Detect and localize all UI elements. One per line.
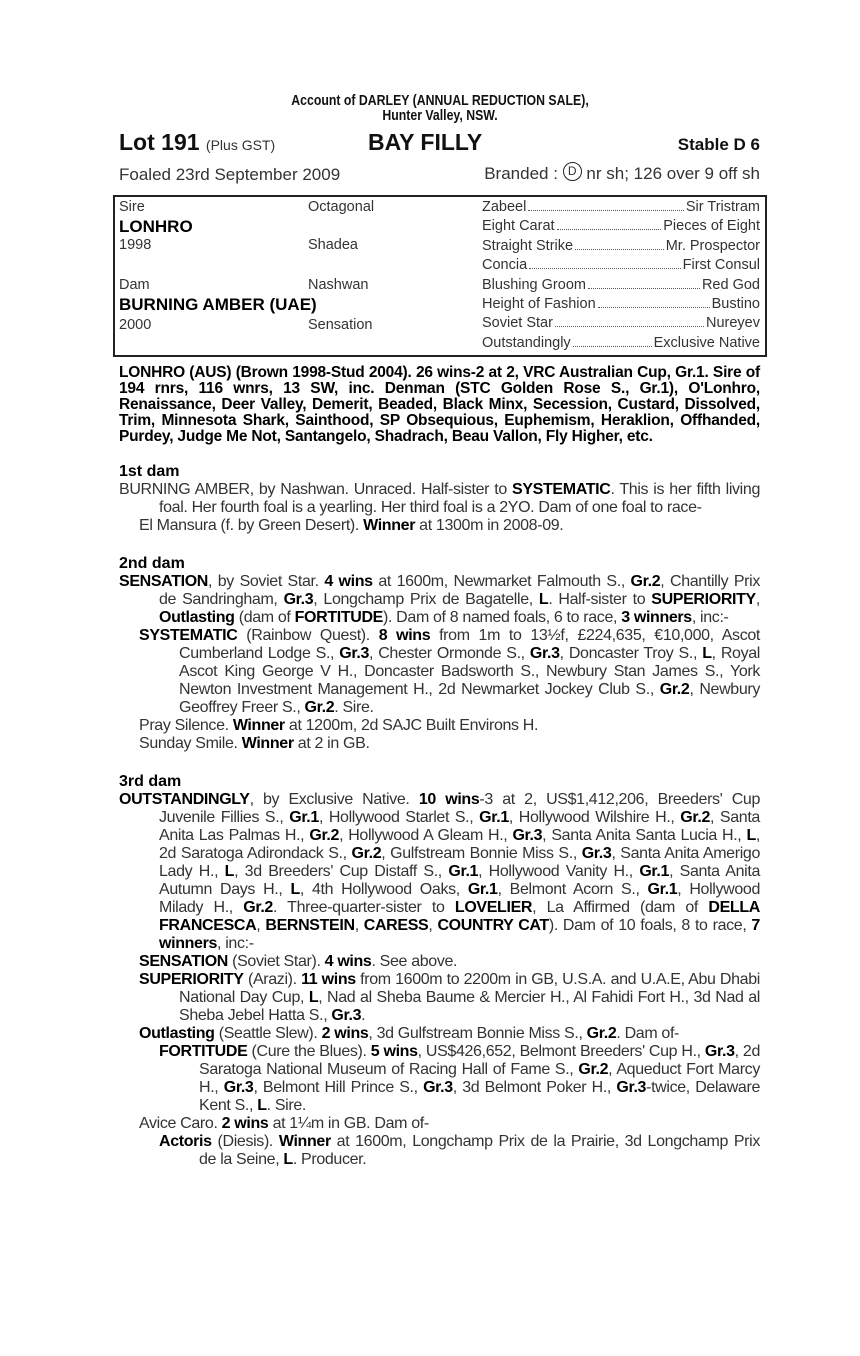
highlight-text: L bbox=[702, 645, 712, 662]
great-grandparent-sire: Mr. Prospector bbox=[665, 237, 760, 254]
entry-text: . Three-quarter-sister to bbox=[272, 899, 455, 916]
entry-text: , Doncaster Troy S., bbox=[559, 645, 703, 662]
entry-text: at 1600m, Newmarket Falmouth S., bbox=[372, 573, 631, 590]
entry-text: -3 at 2, US$1,412,206, Breeders' Cup Juvenile Fillies S., bbox=[159, 791, 761, 826]
highlight-text: FORTITUDE bbox=[159, 1043, 248, 1060]
highlight-text: BERNSTEIN bbox=[265, 917, 355, 934]
highlight-text: Outlasting bbox=[139, 1025, 215, 1042]
great-grandparent-row bbox=[482, 199, 760, 215]
highlight-text: FORTITUDE bbox=[294, 609, 384, 626]
entry-text: at 1200m, 2d SAJC Built Environs H. bbox=[284, 717, 539, 734]
highlight-text: Gr.3 bbox=[704, 1043, 735, 1060]
entry-text: , Hollywood Starlet S., bbox=[318, 809, 480, 826]
entry-text: , 2d Saratoga National Museum of Racing Hall of Fame S., bbox=[199, 1043, 760, 1078]
highlight-text: Gr.3 bbox=[512, 827, 543, 844]
highlight-text: 2 wins bbox=[221, 1115, 269, 1132]
entry-text: , bbox=[256, 917, 266, 934]
pedigree-entry bbox=[119, 717, 760, 735]
entry-text: , Hollywood Wilshire H., bbox=[508, 809, 681, 826]
highlight-text: SENSATION bbox=[119, 573, 209, 590]
highlight-text: Winner bbox=[232, 717, 285, 734]
highlight-text: SYSTEMATIC bbox=[139, 627, 238, 644]
entry-text: . Sire. bbox=[266, 1097, 306, 1114]
great-grandparent-name: Concia bbox=[482, 257, 528, 274]
entry-text: , Belmont Acorn S., bbox=[497, 881, 648, 898]
great-grandparent-name: Zabeel bbox=[482, 199, 527, 215]
leader-dots bbox=[588, 277, 700, 289]
great-grandparent-row bbox=[482, 238, 760, 254]
leader-dots bbox=[557, 218, 662, 230]
highlight-text: 10 wins bbox=[418, 791, 480, 808]
entry-text: , La Affirmed (dam of bbox=[532, 899, 709, 916]
leader-dots bbox=[598, 296, 710, 308]
great-grandparent-sire: Bustino bbox=[711, 296, 760, 312]
entry-text: . This is her fifth living foal. Her fourth foal is a yearling. Her third foal is a 2YO. Dam of one foal to race- bbox=[159, 481, 760, 516]
section-gap bbox=[119, 753, 760, 771]
entry-text: , Hollywood Milady H., bbox=[159, 881, 761, 916]
entry-text: (dam of bbox=[234, 609, 295, 626]
entry-text: . Dam of- bbox=[616, 1025, 680, 1042]
entry-text: Avice Caro. bbox=[139, 1115, 222, 1132]
highlight-text: Outlasting bbox=[159, 609, 235, 626]
lot-number-text: Lot 191 bbox=[119, 129, 200, 155]
entry-text: , Santa Anita Autumn Days H., bbox=[159, 863, 761, 898]
highlight-text: Gr.3 bbox=[529, 645, 560, 662]
entry-text: . See above. bbox=[371, 953, 458, 970]
great-grandparent-row bbox=[482, 277, 760, 293]
highlight-text: Actoris bbox=[159, 1133, 212, 1150]
highlight-text: Gr.1 bbox=[647, 881, 678, 898]
great-grandparent-name: Outstandingly bbox=[482, 334, 571, 351]
entry-text: , Santa Anita Santa Lucia H., bbox=[542, 827, 747, 844]
great-grandparent-sire: First Consul bbox=[682, 257, 760, 274]
pedigree-table bbox=[113, 195, 767, 357]
catalogue-body bbox=[119, 365, 760, 1169]
entry-text: . Sire. bbox=[334, 699, 374, 716]
dam-label: Dam bbox=[119, 277, 150, 293]
entry-text: (Diesis). bbox=[211, 1133, 279, 1150]
pedigree-entry bbox=[119, 573, 760, 627]
leader-dots bbox=[573, 335, 652, 347]
highlight-text: LOVELIER bbox=[454, 899, 533, 916]
entry-text: El Mansura (f. by Green Desert). bbox=[139, 517, 364, 534]
highlight-text: 7 winners bbox=[159, 917, 760, 952]
highlight-text: Gr.3 bbox=[616, 1079, 647, 1096]
highlight-text: Gr.2 bbox=[578, 1061, 609, 1078]
entry-text: , Hollywood A Gleam H., bbox=[339, 827, 513, 844]
entry-text: , 3d Gulfstream Bonnie Miss S., bbox=[368, 1025, 587, 1042]
great-grandparent-row bbox=[482, 315, 760, 331]
entry-text: at 1600m, Longchamp Prix de la Prairie, 3d Longchamp Prix de la Seine, bbox=[199, 1133, 760, 1168]
great-grandparent-name: Soviet Star bbox=[482, 315, 553, 332]
dam-name: BURNING AMBER (UAE) bbox=[119, 295, 317, 314]
highlight-text: DELLA FRANCESCA bbox=[159, 899, 760, 934]
leader-dots bbox=[529, 257, 681, 269]
sire-year: 1998 bbox=[119, 237, 152, 253]
great-grandparent-row bbox=[482, 335, 760, 351]
entry-text: Pray Silence. bbox=[139, 717, 233, 734]
great-grandparent-row bbox=[482, 218, 760, 234]
great-grandparent-name: Straight Strike bbox=[482, 237, 574, 254]
great-grandparent-sire: Red God bbox=[701, 276, 760, 293]
brand-mark-icon: D bbox=[563, 162, 582, 181]
entry-text: (Rainbow Quest). bbox=[237, 627, 379, 644]
highlight-text: Gr.2 bbox=[351, 845, 382, 862]
leader-dots bbox=[555, 315, 704, 327]
entry-text: , Hollywood Vanity H., bbox=[478, 863, 640, 880]
horse-description: BAY FILLY bbox=[368, 129, 483, 155]
vendor-location-line: Hunter Valley, NSW. bbox=[382, 107, 498, 124]
grandparent: Shadea bbox=[308, 237, 358, 253]
highlight-text: 3 winners bbox=[621, 609, 692, 626]
pedigree-entry bbox=[119, 735, 760, 753]
great-grandparent-row bbox=[482, 296, 760, 312]
entry-text: , inc:- bbox=[691, 609, 729, 626]
highlight-text: Winner bbox=[363, 517, 416, 534]
entry-text: (Arazi). bbox=[243, 971, 302, 988]
entry-text: , inc:- bbox=[217, 935, 254, 952]
highlight-text: 8 wins bbox=[378, 627, 431, 644]
pedigree-entry bbox=[119, 1043, 760, 1115]
entry-text: . Half-sister to bbox=[548, 591, 652, 608]
highlight-text: Gr.2 bbox=[309, 827, 340, 844]
highlight-text: Gr.3 bbox=[283, 591, 314, 608]
highlight-text: 11 wins bbox=[301, 971, 356, 988]
entry-text: -twice, Delaware Kent S., bbox=[199, 1079, 760, 1114]
entry-text: , bbox=[755, 591, 760, 608]
highlight-text: 2 wins bbox=[321, 1025, 369, 1042]
pedigree-entry bbox=[119, 791, 760, 953]
entry-text: , 2d Saratoga Adirondack S., bbox=[159, 827, 760, 862]
highlight-text: Winner bbox=[278, 1133, 331, 1150]
highlight-text: SENSATION bbox=[139, 953, 229, 970]
entry-text: , Gulfstream Bonnie Miss S., bbox=[381, 845, 582, 862]
entry-text: , Chester Ormonde S., bbox=[369, 645, 530, 662]
highlight-text: Gr.2 bbox=[659, 681, 690, 698]
entry-text: , bbox=[428, 917, 438, 934]
highlight-text: 5 wins bbox=[370, 1043, 418, 1060]
great-grandparent-name: Blushing Groom bbox=[482, 276, 586, 293]
highlight-text: 4 wins bbox=[324, 573, 373, 590]
section-heading: 2nd dam bbox=[119, 555, 185, 572]
great-grandparent-sire: Exclusive Native bbox=[653, 334, 760, 351]
highlight-text: OUTSTANDINGLY bbox=[119, 791, 250, 808]
entry-text: from 1600m to 2200m in GB, U.S.A. and U.A.E, Abu Dhabi National Day Cup, bbox=[179, 971, 760, 1006]
entry-text: (Soviet Star). bbox=[228, 953, 325, 970]
highlight-text: Gr.3 bbox=[581, 845, 612, 862]
sire-label: Sire bbox=[119, 199, 145, 215]
grandparent: Octagonal bbox=[308, 199, 375, 215]
highlight-text: Gr.2 bbox=[680, 809, 711, 826]
highlight-text: Gr.1 bbox=[467, 881, 498, 898]
highlight-text: SUPERIORITY bbox=[651, 591, 756, 608]
lot-number bbox=[119, 129, 275, 156]
entry-text: , Santa Anita Amerigo Lady H., bbox=[159, 845, 761, 880]
entry-text: , Longchamp Prix de Bagatelle, bbox=[313, 591, 539, 608]
entry-text: , Newbury Geoffrey Freer S., bbox=[179, 681, 761, 716]
entry-text: at 2 in GB. bbox=[293, 735, 370, 752]
sire-name: LONHRO bbox=[119, 217, 193, 236]
highlight-text: Gr.2 bbox=[304, 699, 335, 716]
highlight-text: Gr.1 bbox=[448, 863, 479, 880]
stable-location: Stable D 6 bbox=[677, 135, 760, 154]
highlight-text: L bbox=[257, 1097, 267, 1114]
branded-label: Branded : bbox=[484, 164, 558, 183]
entry-text: , Chantilly Prix de Sandringham, bbox=[159, 573, 760, 608]
leader-dots bbox=[575, 238, 664, 250]
entry-text: (Seattle Slew). bbox=[214, 1025, 322, 1042]
highlight-text: Gr.1 bbox=[639, 863, 670, 880]
grandparent: Nashwan bbox=[308, 277, 369, 293]
entry-text: , bbox=[354, 917, 364, 934]
entry-text: , Royal Ascot King George V H., Doncaster Badsworth S., Newbury Stan James S., York Newton Investment Management H., 2d Newmarket Jockey Club S., bbox=[179, 645, 760, 698]
pedigree-entry bbox=[119, 481, 760, 517]
entry-text: (Cure the Blues). bbox=[247, 1043, 371, 1060]
great-grandparent-name: Height of Fashion bbox=[482, 296, 596, 312]
highlight-text: SUPERIORITY bbox=[139, 971, 244, 988]
pedigree-entry bbox=[119, 517, 760, 535]
pedigree-entry bbox=[119, 971, 760, 1025]
entry-text: , Belmont Hill Prince S., bbox=[253, 1079, 424, 1096]
great-grandparent-name: Eight Carat bbox=[482, 218, 555, 235]
entry-text: , Santa Anita Las Palmas H., bbox=[159, 809, 760, 844]
pedigree-entry bbox=[119, 1115, 760, 1133]
pedigree-entry bbox=[119, 953, 760, 971]
leader-dots bbox=[528, 199, 684, 211]
section-heading: 1st dam bbox=[119, 463, 180, 480]
highlight-text: Gr.1 bbox=[289, 809, 319, 826]
highlight-text: Gr.2 bbox=[586, 1025, 617, 1042]
entry-text: ). Dam of 10 foals, 8 to race, bbox=[548, 917, 752, 934]
highlight-text: Winner bbox=[241, 735, 294, 752]
dam-year: 2000 bbox=[119, 317, 152, 333]
highlight-text: Gr.2 bbox=[630, 573, 661, 590]
great-grandparent-row bbox=[482, 257, 760, 273]
branded-detail: nr sh; 126 over 9 off sh bbox=[586, 164, 760, 183]
highlight-text: Gr.3 bbox=[339, 645, 369, 662]
entry-text: ). Dam of 8 named foals, 6 to race, bbox=[383, 609, 622, 626]
highlight-text: L bbox=[283, 1151, 293, 1168]
highlight-text: Gr.3 bbox=[331, 1007, 362, 1024]
great-grandparent-sire: Pieces of Eight bbox=[663, 218, 760, 235]
entry-text: , Aqueduct Fort Marcy H., bbox=[199, 1061, 760, 1096]
sire-summary: LONHRO (AUS) (Brown 1998-Stud 2004). 26 wins-2 at 2, VRC Australian Cup, Gr.1. Sire of 194 rnrs, 116 wnrs, 13 SW, inc. Denman (STC Golden Rose S., Gr.1), O'Lonhro, Renaissance, Deer Valley, Demerit, Beaded, Black Minx, Secession, Custard, Dissolved, Trim, Minnesota Shark, Sainthood, SP Obsequious, Euphemism, Heraklion, Offhanded, Purdey, Judge Me Not, Santangelo, Shadrach, Beau Vallon, Fly Higher, etc. bbox=[119, 364, 760, 445]
entry-text: , by Soviet Star. bbox=[208, 573, 325, 590]
section-heading: 3rd dam bbox=[119, 773, 182, 790]
highlight-text: L bbox=[538, 591, 549, 608]
entry-text: . Producer. bbox=[292, 1151, 367, 1168]
entry-text: Sunday Smile. bbox=[139, 735, 242, 752]
lot-heading bbox=[119, 129, 760, 157]
branding bbox=[484, 162, 760, 184]
highlight-text: Gr.3 bbox=[223, 1079, 254, 1096]
entry-text: at 1¼m in GB. Dam of- bbox=[268, 1115, 429, 1132]
foaled-date: Foaled 23rd September 2009 bbox=[119, 165, 341, 184]
great-grandparent-sire: Nureyev bbox=[706, 315, 760, 332]
entry-text: , Nad al Sheba Baume & Mercier H., Al Fahidi Fort H., 3d Nad al Sheba Jebel Hatta S., bbox=[179, 989, 760, 1024]
entry-text: BURNING AMBER, by Nashwan. Unraced. Half-sister to bbox=[119, 481, 512, 498]
section-gap bbox=[119, 535, 760, 553]
highlight-text: CARESS bbox=[363, 917, 429, 934]
entry-text: . bbox=[361, 1007, 366, 1024]
highlight-text: COUNTRY CAT bbox=[437, 917, 549, 934]
entry-text: at 1300m in 2008-09. bbox=[415, 517, 564, 534]
highlight-text: Gr.2 bbox=[243, 899, 273, 916]
grandparent: Sensation bbox=[308, 317, 373, 333]
highlight-text: Gr.1 bbox=[479, 809, 509, 826]
entry-text: , 3d Breeders' Cup Distaff S., bbox=[234, 863, 449, 880]
entry-text: , US$426,652, Belmont Breeders' Cup H., bbox=[417, 1043, 705, 1060]
highlight-text: L bbox=[290, 881, 300, 898]
highlight-text: Gr.3 bbox=[423, 1079, 453, 1096]
highlight-text: SYSTEMATIC bbox=[512, 481, 611, 498]
highlight-text: L bbox=[746, 827, 756, 844]
pedigree-entry bbox=[119, 1133, 760, 1169]
highlight-text: L bbox=[308, 989, 319, 1006]
entry-text: , by Exclusive Native. bbox=[249, 791, 419, 808]
pedigree-entry bbox=[119, 627, 760, 717]
entry-text: , 3d Belmont Poker H., bbox=[452, 1079, 617, 1096]
pedigree-entry bbox=[119, 1025, 760, 1043]
highlight-text: 4 wins bbox=[324, 953, 372, 970]
entry-text: , 4th Hollywood Oaks, bbox=[299, 881, 468, 898]
vendor-account-line: Account of DARLEY (ANNUAL REDUCTION SALE), bbox=[291, 92, 589, 109]
plus-gst-note: (Plus GST) bbox=[205, 137, 276, 153]
highlight-text: L bbox=[224, 863, 235, 880]
entry-text: from 1m to 13½f, £224,635, €10,000, Ascot Cumberland Lodge S., bbox=[179, 627, 760, 662]
great-grandparent-sire: Sir Tristram bbox=[685, 199, 760, 215]
